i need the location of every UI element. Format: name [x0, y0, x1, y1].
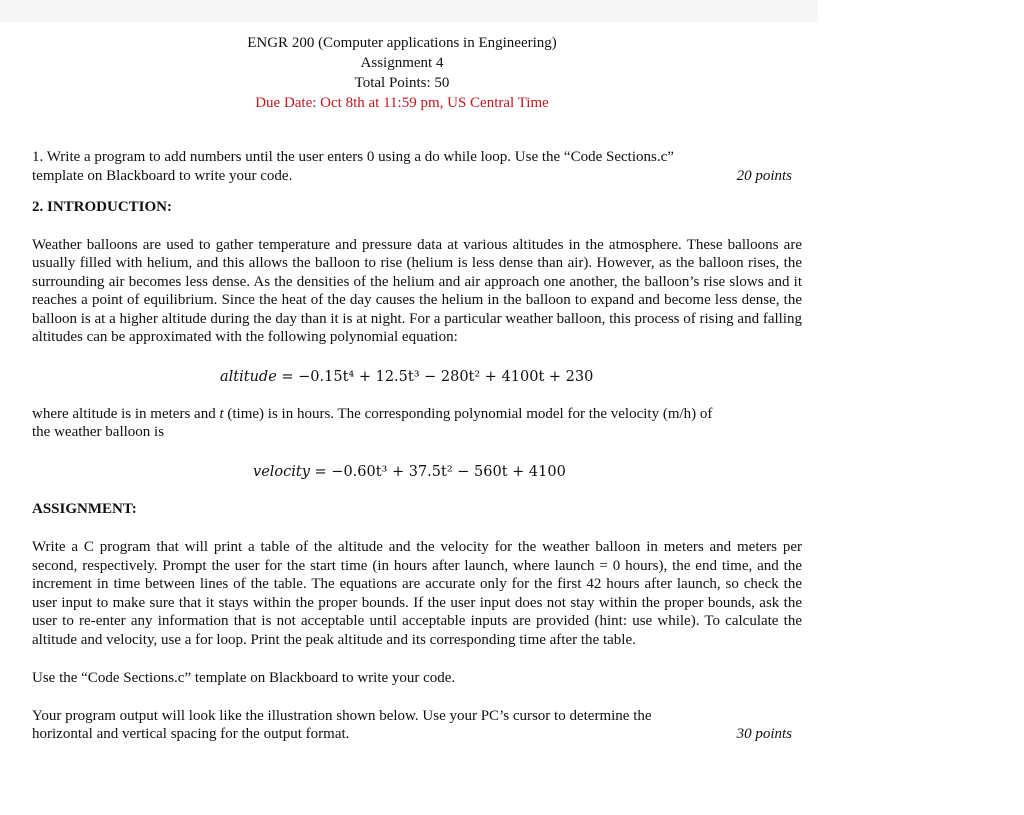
question-1-line-2-row — [32, 167, 802, 186]
document-page — [32, 22, 802, 744]
where-line-1 — [32, 405, 802, 424]
question-1-line-1: 1. Write a program to add numbers until the user enters 0 using a do while loop. Use the “Code Sections.c” — [32, 149, 674, 165]
velocity-equation-expression: = −0.60t³ + 37.5t² − 560t + 4100 — [309, 463, 566, 480]
altitude-equation — [32, 368, 802, 386]
velocity-equation — [32, 463, 802, 481]
question-1 — [32, 148, 802, 185]
template-note: Use the “Code Sections.c” template on Blackboard to write your code. — [32, 670, 456, 686]
where-line-2: the weather balloon is — [32, 424, 165, 440]
introduction-paragraph: Weather balloons are used to gather temperature and pressure data at various altitudes in the atmosphere. These balloons are usually filled with helium, and this allows the balloon to rise (helium is less dense than air). However, as the balloon rises, the surrounding air becomes less dense. As the densities of the helium and air approach one another, the balloon’s rise slows and it reaches a point of equilibrium. Since the heat of the day causes the helium in the balloon to expand and become less dense, the balloon is at a higher altitude during the day than it is at night. For a particular weather balloon, this process of rising and falling altitudes can be approximated with the following polynomial equation: — [32, 236, 802, 345]
where-post: (time) is in hours. The corresponding polynomial model for the velocity (m/h) of — [223, 405, 713, 422]
page-top-band-edge — [818, 0, 1024, 22]
assignment-points: 30 points — [736, 726, 792, 742]
altitude-equation-expression: = −0.15t⁴ + 12.5t³ − 280t² + 4100t + 230 — [276, 368, 594, 385]
where-pre: where altitude is in meters and — [32, 405, 220, 422]
assignment-number: Assignment 4 — [360, 55, 444, 71]
output-note-line-2: horizontal and vertical spacing for the output format. — [32, 726, 350, 742]
question-1-line-2: template on Blackboard to write your code. — [32, 167, 293, 184]
question-1-points: 20 points — [736, 167, 792, 184]
total-points: Total Points: 50 — [354, 75, 450, 91]
velocity-equation-variable: velocity — [253, 463, 310, 480]
altitude-equation-variable: altitude — [220, 368, 277, 385]
page-top-band — [0, 0, 1024, 22]
output-note — [32, 707, 802, 744]
assignment-heading: ASSIGNMENT: — [32, 500, 137, 517]
output-note-line-2-row — [32, 725, 802, 744]
where-text — [32, 405, 802, 442]
document-header — [17, 33, 787, 113]
output-note-line-1: Your program output will look like the illustration shown below. Use your PC’s cursor to determine the — [32, 707, 652, 724]
where-t: t — [219, 405, 224, 422]
due-date: Due Date: Oct 8th at 11:59 pm, US Central Time — [255, 95, 549, 111]
course-title: ENGR 200 (Computer applications in Engineering) — [247, 35, 557, 51]
assignment-paragraph: Write a C program that will print a table of the altitude and the velocity for the weather balloon in meters and meters per second, respectively. Prompt the user for the start time (in hours after launch, where launch = 0 hours), the end time, and the increment in time between lines of the table. The equations are accurate only for the first 42 hours after launch, so check the user input to make sure that it stays within the proper bounds. If the user input does not stay within the proper bounds, ask the user to re-enter any information that is not acceptable until acceptable inputs are provided (hint: use while). To calculate the altitude and velocity, use a for loop. Print the peak altitude and its corresponding time after the table. — [32, 539, 802, 648]
introduction-heading: 2. INTRODUCTION: — [32, 199, 173, 215]
